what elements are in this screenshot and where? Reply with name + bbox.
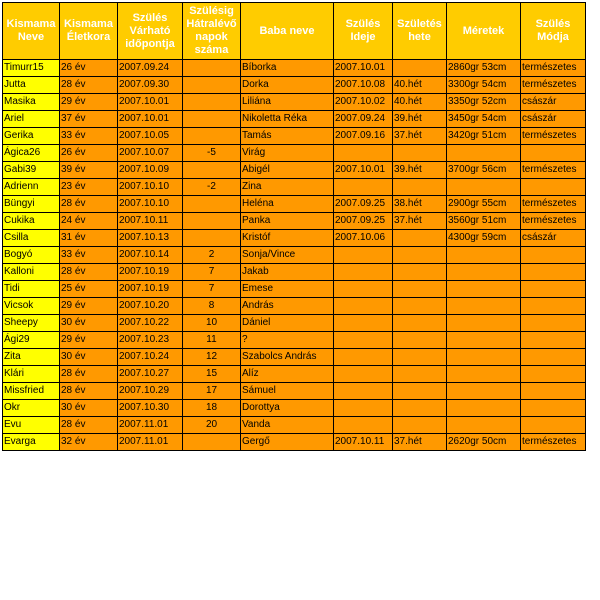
- header-text: Szülés: [132, 11, 168, 24]
- cell-birth-date: [334, 349, 393, 366]
- cell-mother-age: 24 év: [60, 213, 118, 230]
- cell-birth-type: [521, 298, 586, 315]
- cell-due-date: 2007.09.30: [118, 77, 183, 94]
- cell-birth-date: 2007.09.16: [334, 128, 393, 145]
- header-text: Születés: [397, 18, 442, 30]
- cell-size: 3560gr 51cm: [447, 213, 521, 230]
- cell-size: [447, 315, 521, 332]
- cell-mother-age: 30 év: [60, 315, 118, 332]
- cell-mother-age: 29 év: [60, 94, 118, 111]
- cell-mother-name: Adrienn: [3, 179, 60, 196]
- cell-birth-type: természetes: [521, 162, 586, 179]
- cell-mother-age: 28 év: [60, 264, 118, 281]
- cell-birth-type: természetes: [521, 128, 586, 145]
- cell-days-left: [183, 230, 241, 247]
- header-szules-ideje: [334, 3, 393, 60]
- cell-birth-date: 2007.09.25: [334, 196, 393, 213]
- cell-days-left: -5: [183, 145, 241, 162]
- cell-due-date: 2007.10.01: [118, 94, 183, 111]
- cell-birth-week: 40.hét: [393, 77, 447, 94]
- birth-table: [2, 2, 586, 451]
- cell-size: 3300gr 54cm: [447, 77, 521, 94]
- cell-baby-name: Bíborka: [241, 60, 334, 77]
- cell-baby-name: Abigél: [241, 162, 334, 179]
- cell-baby-name: Sámuel: [241, 383, 334, 400]
- cell-birth-type: császár: [521, 230, 586, 247]
- table-row: [3, 434, 586, 451]
- cell-size: [447, 366, 521, 383]
- cell-mother-age: 30 év: [60, 349, 118, 366]
- table-row: [3, 349, 586, 366]
- cell-baby-name: Virág: [241, 145, 334, 162]
- cell-birth-week: 37.hét: [393, 434, 447, 451]
- table-body: [3, 60, 586, 451]
- cell-baby-name: Liliána: [241, 94, 334, 111]
- cell-birth-week: [393, 332, 447, 349]
- header-szuletes-hete: [393, 3, 447, 60]
- cell-birth-date: 2007.09.25: [334, 213, 393, 230]
- cell-birth-date: [334, 417, 393, 434]
- cell-mother-name: Büngyi: [3, 196, 60, 213]
- cell-birth-week: 39.hét: [393, 162, 447, 179]
- header-text: időpontja: [125, 37, 175, 50]
- header-text: Kismama: [6, 18, 56, 30]
- header-szules-varhato: [118, 3, 183, 60]
- cell-birth-week: 40.hét: [393, 94, 447, 111]
- cell-size: 4300gr 59cm: [447, 230, 521, 247]
- cell-birth-date: 2007.10.01: [334, 162, 393, 179]
- cell-baby-name: Kristóf: [241, 230, 334, 247]
- cell-mother-name: Bogyó: [3, 247, 60, 264]
- cell-mother-age: 28 év: [60, 383, 118, 400]
- table-row: [3, 213, 586, 230]
- cell-days-left: 8: [183, 298, 241, 315]
- cell-due-date: 2007.10.20: [118, 298, 183, 315]
- cell-birth-date: 2007.09.24: [334, 111, 393, 128]
- cell-due-date: 2007.10.05: [118, 128, 183, 145]
- cell-size: 2860gr 53cm: [447, 60, 521, 77]
- cell-baby-name: Jakab: [241, 264, 334, 281]
- cell-birth-week: [393, 264, 447, 281]
- cell-size: [447, 383, 521, 400]
- cell-birth-date: [334, 298, 393, 315]
- cell-due-date: 2007.10.09: [118, 162, 183, 179]
- cell-baby-name: Sonja/Vince: [241, 247, 334, 264]
- cell-birth-date: 2007.10.06: [334, 230, 393, 247]
- cell-birth-date: 2007.10.08: [334, 77, 393, 94]
- cell-birth-type: [521, 349, 586, 366]
- cell-birth-type: [521, 264, 586, 281]
- cell-due-date: 2007.10.29: [118, 383, 183, 400]
- header-text: Neve: [17, 31, 45, 43]
- cell-birth-week: [393, 230, 447, 247]
- cell-days-left: [183, 162, 241, 179]
- table-row: [3, 366, 586, 383]
- cell-due-date: 2007.10.19: [118, 281, 183, 298]
- cell-mother-name: Tidi: [3, 281, 60, 298]
- cell-days-left: [183, 213, 241, 230]
- cell-size: [447, 400, 521, 417]
- cell-mother-age: 33 év: [60, 128, 118, 145]
- cell-birth-type: [521, 281, 586, 298]
- cell-days-left: 18: [183, 400, 241, 417]
- cell-birth-type: természetes: [521, 77, 586, 94]
- cell-mother-name: Zita: [3, 349, 60, 366]
- cell-mother-name: Sheepy: [3, 315, 60, 332]
- cell-mother-age: 39 év: [60, 162, 118, 179]
- cell-baby-name: Emese: [241, 281, 334, 298]
- cell-mother-age: 32 év: [60, 434, 118, 451]
- cell-mother-name: Masika: [3, 94, 60, 111]
- cell-days-left: [183, 111, 241, 128]
- cell-days-left: [183, 77, 241, 94]
- cell-baby-name: Vanda: [241, 417, 334, 434]
- cell-birth-type: [521, 145, 586, 162]
- cell-due-date: 2007.10.22: [118, 315, 183, 332]
- header-text: Ideje: [350, 31, 376, 43]
- cell-days-left: 7: [183, 264, 241, 281]
- cell-baby-name: Szabolcs András: [241, 349, 334, 366]
- header-text: Baba neve: [259, 24, 315, 37]
- cell-size: 3700gr 56cm: [447, 162, 521, 179]
- table-row: [3, 383, 586, 400]
- header-meretek: [447, 3, 521, 60]
- cell-days-left: [183, 60, 241, 77]
- cell-baby-name: Zina: [241, 179, 334, 196]
- cell-birth-date: [334, 145, 393, 162]
- header-text: Várható: [129, 24, 171, 37]
- cell-baby-name: ?: [241, 332, 334, 349]
- cell-baby-name: Heléna: [241, 196, 334, 213]
- table-row: [3, 264, 586, 281]
- cell-mother-age: 28 év: [60, 417, 118, 434]
- cell-birth-date: [334, 400, 393, 417]
- cell-birth-type: [521, 315, 586, 332]
- cell-days-left: 12: [183, 349, 241, 366]
- cell-mother-name: Missfried: [3, 383, 60, 400]
- cell-birth-week: 38.hét: [393, 196, 447, 213]
- header-szules-modja: [521, 3, 586, 60]
- cell-birth-date: 2007.10.11: [334, 434, 393, 451]
- cell-birth-date: [334, 366, 393, 383]
- cell-birth-type: [521, 383, 586, 400]
- table-row: [3, 179, 586, 196]
- cell-days-left: 7: [183, 281, 241, 298]
- cell-mother-age: 28 év: [60, 366, 118, 383]
- cell-days-left: 11: [183, 332, 241, 349]
- cell-birth-week: [393, 349, 447, 366]
- cell-birth-week: 39.hét: [393, 111, 447, 128]
- cell-baby-name: Dorka: [241, 77, 334, 94]
- cell-birth-type: természetes: [521, 196, 586, 213]
- cell-birth-type: [521, 179, 586, 196]
- cell-due-date: 2007.10.10: [118, 196, 183, 213]
- cell-mother-age: 28 év: [60, 196, 118, 213]
- cell-days-left: 10: [183, 315, 241, 332]
- cell-due-date: 2007.11.01: [118, 417, 183, 434]
- cell-mother-name: Gabi39: [3, 162, 60, 179]
- cell-birth-type: [521, 247, 586, 264]
- cell-days-left: 15: [183, 366, 241, 383]
- cell-birth-type: császár: [521, 111, 586, 128]
- cell-days-left: 20: [183, 417, 241, 434]
- cell-birth-type: [521, 417, 586, 434]
- table-row: [3, 281, 586, 298]
- cell-due-date: 2007.10.11: [118, 213, 183, 230]
- cell-due-date: 2007.10.24: [118, 349, 183, 366]
- cell-size: 2620gr 50cm: [447, 434, 521, 451]
- header-text: Kismama: [64, 18, 113, 30]
- table-row: [3, 145, 586, 162]
- header-text: Szülésig: [189, 5, 234, 17]
- cell-birth-week: [393, 366, 447, 383]
- cell-birth-week: [393, 298, 447, 315]
- cell-baby-name: Nikoletta Réka: [241, 111, 334, 128]
- cell-size: [447, 264, 521, 281]
- cell-mother-name: Timurr15: [3, 60, 60, 77]
- cell-birth-type: [521, 400, 586, 417]
- table-row: [3, 94, 586, 111]
- cell-birth-date: [334, 264, 393, 281]
- cell-mother-name: Jutta: [3, 77, 60, 94]
- cell-birth-week: [393, 60, 447, 77]
- cell-size: [447, 145, 521, 162]
- cell-mother-age: 26 év: [60, 145, 118, 162]
- table-row: [3, 196, 586, 213]
- cell-birth-week: [393, 145, 447, 162]
- cell-birth-week: [393, 179, 447, 196]
- cell-mother-age: 29 év: [60, 332, 118, 349]
- header-kismama-eletkora: [60, 3, 118, 60]
- header-hatralevo-napok: [183, 3, 241, 60]
- cell-birth-date: [334, 281, 393, 298]
- cell-size: [447, 332, 521, 349]
- cell-due-date: 2007.10.10: [118, 179, 183, 196]
- cell-mother-name: Ariel: [3, 111, 60, 128]
- cell-birth-date: [334, 247, 393, 264]
- cell-mother-age: 28 év: [60, 77, 118, 94]
- cell-size: [447, 179, 521, 196]
- table-row: [3, 298, 586, 315]
- cell-birth-week: [393, 417, 447, 434]
- cell-birth-date: [334, 179, 393, 196]
- cell-birth-type: természetes: [521, 213, 586, 230]
- table-row: [3, 417, 586, 434]
- cell-mother-age: 29 év: [60, 298, 118, 315]
- cell-days-left: -2: [183, 179, 241, 196]
- cell-baby-name: Dorottya: [241, 400, 334, 417]
- table-row: [3, 77, 586, 94]
- cell-baby-name: Tamás: [241, 128, 334, 145]
- cell-due-date: 2007.10.23: [118, 332, 183, 349]
- header-text: napok: [195, 31, 228, 43]
- cell-mother-age: 31 év: [60, 230, 118, 247]
- cell-birth-type: [521, 366, 586, 383]
- cell-size: 3450gr 54cm: [447, 111, 521, 128]
- table-row: [3, 332, 586, 349]
- cell-birth-type: [521, 332, 586, 349]
- cell-baby-name: Dániel: [241, 315, 334, 332]
- table-row: [3, 400, 586, 417]
- header-text: Méretek: [462, 24, 505, 37]
- cell-mother-age: 30 év: [60, 400, 118, 417]
- cell-mother-age: 25 év: [60, 281, 118, 298]
- cell-baby-name: Gergő: [241, 434, 334, 451]
- cell-birth-week: [393, 315, 447, 332]
- cell-size: [447, 281, 521, 298]
- header-text: Hátralévő: [186, 18, 237, 30]
- cell-mother-age: 23 év: [60, 179, 118, 196]
- cell-birth-week: 37.hét: [393, 213, 447, 230]
- header-text: Szülés: [535, 18, 571, 30]
- cell-due-date: 2007.10.14: [118, 247, 183, 264]
- cell-due-date: 2007.10.13: [118, 230, 183, 247]
- cell-size: [447, 247, 521, 264]
- cell-days-left: [183, 434, 241, 451]
- table-row: [3, 315, 586, 332]
- cell-due-date: 2007.10.19: [118, 264, 183, 281]
- cell-baby-name: Alíz: [241, 366, 334, 383]
- header-text: hete: [408, 31, 431, 43]
- cell-days-left: [183, 196, 241, 213]
- cell-size: 2900gr 55cm: [447, 196, 521, 213]
- cell-mother-name: Okr: [3, 400, 60, 417]
- cell-birth-week: [393, 383, 447, 400]
- cell-mother-name: Ági29: [3, 332, 60, 349]
- header-kismama-neve: [3, 3, 60, 60]
- cell-mother-age: 37 év: [60, 111, 118, 128]
- cell-mother-name: Vicsok: [3, 298, 60, 315]
- cell-days-left: [183, 128, 241, 145]
- cell-mother-name: Cukika: [3, 213, 60, 230]
- table-header: [3, 3, 586, 60]
- cell-due-date: 2007.10.30: [118, 400, 183, 417]
- table-row: [3, 128, 586, 145]
- table-row: [3, 111, 586, 128]
- cell-birth-type: természetes: [521, 60, 586, 77]
- cell-birth-date: [334, 383, 393, 400]
- cell-birth-type: császár: [521, 94, 586, 111]
- cell-due-date: 2007.10.01: [118, 111, 183, 128]
- cell-birth-date: 2007.10.02: [334, 94, 393, 111]
- cell-due-date: 2007.10.07: [118, 145, 183, 162]
- header-row: [3, 3, 586, 60]
- cell-size: [447, 417, 521, 434]
- cell-mother-age: 33 év: [60, 247, 118, 264]
- cell-birth-week: 37.hét: [393, 128, 447, 145]
- cell-baby-name: András: [241, 298, 334, 315]
- header-text: Módja: [537, 31, 569, 43]
- cell-mother-age: 26 év: [60, 60, 118, 77]
- table-row: [3, 247, 586, 264]
- cell-size: 3420gr 51cm: [447, 128, 521, 145]
- header-text: Életkora: [66, 31, 111, 43]
- cell-days-left: [183, 94, 241, 111]
- cell-mother-name: Gerika: [3, 128, 60, 145]
- header-text: Szülés: [345, 18, 381, 30]
- cell-mother-name: Csilla: [3, 230, 60, 247]
- cell-size: [447, 298, 521, 315]
- cell-birth-type: természetes: [521, 434, 586, 451]
- cell-days-left: 17: [183, 383, 241, 400]
- cell-due-date: 2007.11.01: [118, 434, 183, 451]
- cell-baby-name: Panka: [241, 213, 334, 230]
- cell-birth-week: [393, 281, 447, 298]
- cell-days-left: 2: [183, 247, 241, 264]
- cell-mother-name: Evarga: [3, 434, 60, 451]
- cell-birth-week: [393, 400, 447, 417]
- cell-size: 3350gr 52cm: [447, 94, 521, 111]
- cell-birth-date: 2007.10.01: [334, 60, 393, 77]
- cell-mother-name: Klári: [3, 366, 60, 383]
- cell-birth-date: [334, 332, 393, 349]
- header-text: száma: [194, 44, 229, 56]
- table-row: [3, 230, 586, 247]
- cell-mother-name: Kalloni: [3, 264, 60, 281]
- cell-due-date: 2007.09.24: [118, 60, 183, 77]
- cell-birth-week: [393, 247, 447, 264]
- cell-mother-name: Ágica26: [3, 145, 60, 162]
- cell-due-date: 2007.10.27: [118, 366, 183, 383]
- cell-mother-name: Evu: [3, 417, 60, 434]
- cell-birth-date: [334, 315, 393, 332]
- table-row: [3, 60, 586, 77]
- cell-size: [447, 349, 521, 366]
- table-row: [3, 162, 586, 179]
- header-baba-neve: [241, 3, 334, 60]
